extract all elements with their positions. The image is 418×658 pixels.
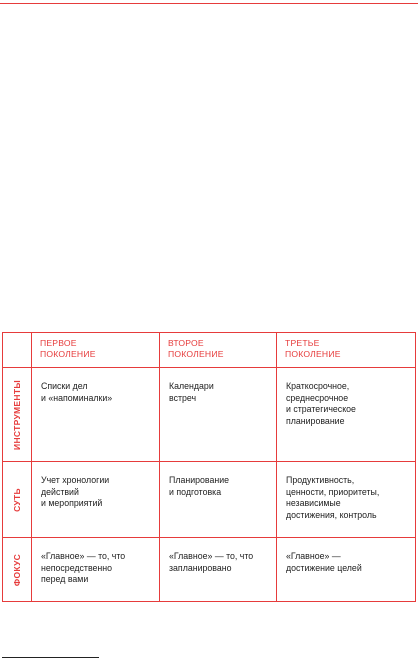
- table-cell: «Главное» — то, что запланировано: [160, 538, 277, 602]
- corner-cell: [3, 333, 32, 368]
- row-label-essence: [3, 462, 32, 538]
- header-second-generation: ВТОРОЕ ПОКОЛЕНИЕ: [160, 333, 277, 368]
- table-cell: Учет хронологии действий и мероприятий: [32, 462, 160, 538]
- row-label-tools: [3, 368, 32, 462]
- table-cell: Планирование и подготовка: [160, 462, 277, 538]
- table-cell: Календари встреч: [160, 368, 277, 462]
- table-cell: «Главное» — то, что непосредственно перед вами: [32, 538, 160, 602]
- table-cell: Продуктивность, ценности, приоритеты, независимые достижения, контроль: [277, 462, 416, 538]
- header-first-generation: ПЕРВОЕ ПОКОЛЕНИЕ: [32, 333, 160, 368]
- table-cell: Краткосрочное, среднесрочное и стратегическое планирование: [277, 368, 416, 462]
- header-row: [3, 333, 416, 368]
- table-row: [3, 538, 416, 602]
- generations-table: [2, 332, 416, 602]
- table-cell: Списки дел и «напоминалки»: [32, 368, 160, 462]
- header-third-generation: ТРЕТЬЕ ПОКОЛЕНИЕ: [277, 333, 416, 368]
- table-row: [3, 462, 416, 538]
- row-label-tools-text: ИНСТРУМЕНТЫ: [12, 379, 22, 450]
- row-label-essence-text: СУТЬ: [12, 487, 22, 512]
- table-cell: «Главное» — достижение целей: [277, 538, 416, 602]
- row-label-focus-text: ФОКУС: [12, 553, 22, 586]
- table-row: [3, 368, 416, 462]
- row-label-focus: [3, 538, 32, 602]
- top-rule: [0, 3, 418, 4]
